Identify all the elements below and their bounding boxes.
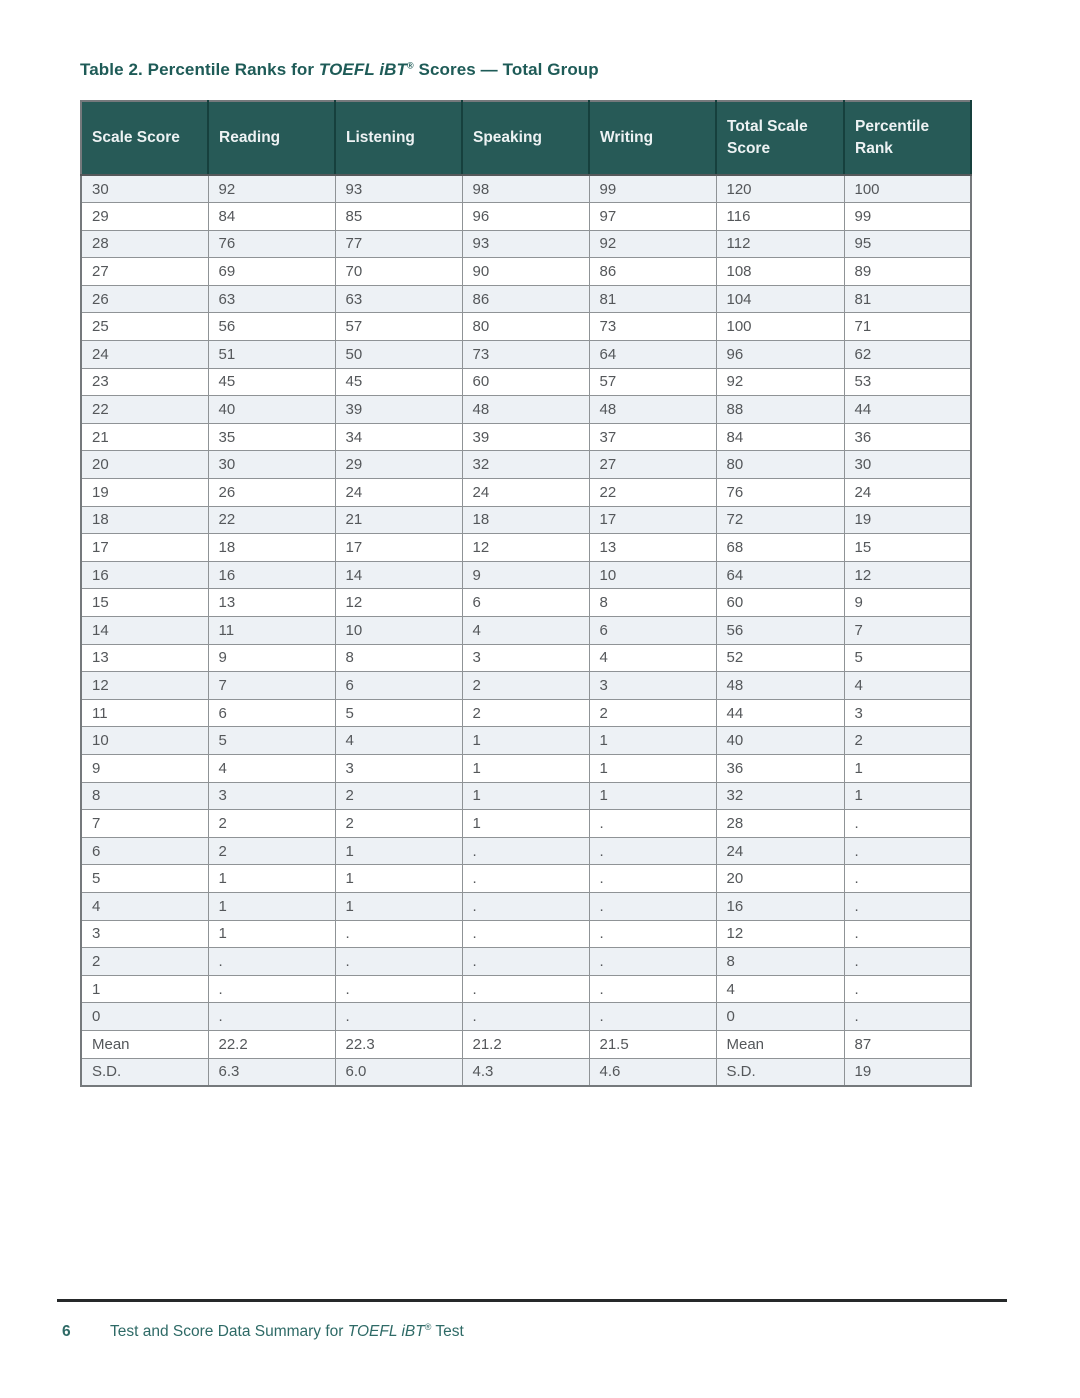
table-cell: 28	[716, 810, 844, 838]
table-cell: 37	[589, 423, 716, 451]
table-cell: 13	[208, 589, 335, 617]
table-cell: 108	[716, 258, 844, 286]
table-cell: 85	[335, 203, 462, 231]
table-cell: 1	[81, 975, 208, 1003]
table-row	[81, 865, 971, 893]
table-cell: 11	[81, 699, 208, 727]
table-row	[81, 617, 971, 645]
table-row	[81, 423, 971, 451]
header-percentile-rank: Percentile Rank	[844, 101, 971, 175]
header-row	[81, 101, 971, 175]
table-cell: 9	[844, 589, 971, 617]
table-cell: .	[844, 837, 971, 865]
percentile-ranks-table	[80, 100, 972, 1087]
table-title-prefix: Table 2. Percentile Ranks for	[80, 60, 319, 79]
table-cell: 1	[335, 837, 462, 865]
table-cell: 18	[208, 534, 335, 562]
table-cell: 30	[844, 451, 971, 479]
table-cell: 3	[81, 920, 208, 948]
table-cell: 97	[589, 203, 716, 231]
table-cell: 87	[844, 1030, 971, 1058]
table-cell: 14	[81, 617, 208, 645]
table-cell: 1	[208, 892, 335, 920]
table-cell: 1	[208, 865, 335, 893]
table-cell: 2	[335, 782, 462, 810]
table-cell: 60	[716, 589, 844, 617]
table-row	[81, 837, 971, 865]
table-cell: 1	[335, 892, 462, 920]
table-cell: 0	[81, 1003, 208, 1031]
table-cell: .	[589, 837, 716, 865]
table-cell: 23	[81, 368, 208, 396]
table-row	[81, 396, 971, 424]
table-cell: 73	[589, 313, 716, 341]
table-cell: 92	[716, 368, 844, 396]
table-cell: 81	[844, 285, 971, 313]
table-row	[81, 644, 971, 672]
table-cell: 96	[462, 203, 589, 231]
table-cell: 104	[716, 285, 844, 313]
table-cell: 50	[335, 341, 462, 369]
table-cell: 11	[208, 617, 335, 645]
table-cell: .	[462, 948, 589, 976]
table-cell: 77	[335, 230, 462, 258]
table-cell: 4.6	[589, 1058, 716, 1086]
table-cell: 71	[844, 313, 971, 341]
footer-rule	[57, 1299, 1007, 1302]
table-cell: 6	[81, 837, 208, 865]
table-title-suffix: Scores — Total Group	[413, 60, 599, 79]
table-cell: 80	[716, 451, 844, 479]
table-cell: 80	[462, 313, 589, 341]
table-cell: 34	[335, 423, 462, 451]
table-cell: 22.3	[335, 1030, 462, 1058]
table-cell: 19	[844, 506, 971, 534]
table-cell: 35	[208, 423, 335, 451]
table-cell: 76	[716, 479, 844, 507]
table-row	[81, 672, 971, 700]
table-cell: 7	[844, 617, 971, 645]
table-cell: 1	[462, 810, 589, 838]
table-row	[81, 754, 971, 782]
table-cell: 4	[844, 672, 971, 700]
table-cell: 40	[716, 727, 844, 755]
footer-registered-mark: ®	[424, 1321, 432, 1332]
table-cell: .	[589, 810, 716, 838]
table-cell: 1	[208, 920, 335, 948]
table-cell: 6.0	[335, 1058, 462, 1086]
table-row	[81, 975, 971, 1003]
table-cell: 2	[462, 672, 589, 700]
table-cell: .	[844, 975, 971, 1003]
table-cell: .	[844, 948, 971, 976]
table-cell: 99	[844, 203, 971, 231]
table-row	[81, 451, 971, 479]
table-cell: 21	[335, 506, 462, 534]
table-cell: 24	[844, 479, 971, 507]
table-cell: 2	[844, 727, 971, 755]
table-cell: 36	[716, 754, 844, 782]
table-row	[81, 1058, 971, 1086]
table-cell: .	[208, 1003, 335, 1031]
table-cell: .	[844, 920, 971, 948]
table-cell: 12	[335, 589, 462, 617]
header-writing: Writing	[589, 101, 716, 175]
table-cell: 98	[462, 175, 589, 203]
table-cell: 20	[716, 865, 844, 893]
table-cell: 29	[81, 203, 208, 231]
table-cell: 48	[462, 396, 589, 424]
table-cell: 96	[716, 341, 844, 369]
table-cell: 3	[335, 754, 462, 782]
table-cell: 1	[462, 754, 589, 782]
table-cell: 24	[335, 479, 462, 507]
table-cell: .	[462, 892, 589, 920]
table-cell: 99	[589, 175, 716, 203]
table-cell: .	[844, 892, 971, 920]
table-cell: 24	[716, 837, 844, 865]
table-row	[81, 534, 971, 562]
table-row	[81, 892, 971, 920]
table-cell: 68	[716, 534, 844, 562]
table-cell: .	[462, 865, 589, 893]
table-cell: 27	[589, 451, 716, 479]
table-cell: 86	[589, 258, 716, 286]
table-cell: 19	[81, 479, 208, 507]
table-cell: 4	[589, 644, 716, 672]
table-cell: 19	[844, 1058, 971, 1086]
table-row	[81, 561, 971, 589]
table-cell: 22	[589, 479, 716, 507]
table-cell: 36	[844, 423, 971, 451]
table-cell: 10	[335, 617, 462, 645]
table-cell: 73	[462, 341, 589, 369]
table-cell: 76	[208, 230, 335, 258]
table-cell: 21.5	[589, 1030, 716, 1058]
table-cell: 39	[462, 423, 589, 451]
table-cell: .	[589, 920, 716, 948]
table-cell: 56	[208, 313, 335, 341]
table-cell: 2	[208, 837, 335, 865]
table-cell: 63	[208, 285, 335, 313]
table-cell: S.D.	[716, 1058, 844, 1086]
score-table-body	[81, 175, 971, 1086]
table-row	[81, 948, 971, 976]
table-cell: 48	[589, 396, 716, 424]
table-cell: 27	[81, 258, 208, 286]
table-cell: .	[462, 920, 589, 948]
table-cell: 4	[716, 975, 844, 1003]
table-cell: 39	[335, 396, 462, 424]
table-cell: 6	[462, 589, 589, 617]
table-cell: 57	[335, 313, 462, 341]
table-cell: 4	[208, 754, 335, 782]
table-cell: .	[844, 865, 971, 893]
table-cell: 8	[716, 948, 844, 976]
table-row	[81, 506, 971, 534]
table-cell: 44	[844, 396, 971, 424]
table-cell: 112	[716, 230, 844, 258]
table-cell: 52	[716, 644, 844, 672]
table-cell: 7	[208, 672, 335, 700]
table-cell: 28	[81, 230, 208, 258]
table-row	[81, 1003, 971, 1031]
table-cell: S.D.	[81, 1058, 208, 1086]
table-cell: 86	[462, 285, 589, 313]
table-cell: 95	[844, 230, 971, 258]
table-row	[81, 175, 971, 203]
table-row	[81, 699, 971, 727]
table-cell: 17	[81, 534, 208, 562]
table-row	[81, 230, 971, 258]
table-cell: 14	[335, 561, 462, 589]
table-cell: 16	[716, 892, 844, 920]
table-cell: .	[589, 865, 716, 893]
table-cell: 30	[208, 451, 335, 479]
table-cell: 8	[589, 589, 716, 617]
footer-text-prefix: Test and Score Data Summary for	[110, 1323, 348, 1340]
header-scale-score: Scale Score	[81, 101, 208, 175]
table-cell: 9	[462, 561, 589, 589]
table-cell: .	[589, 948, 716, 976]
table-row	[81, 727, 971, 755]
table-cell: 5	[335, 699, 462, 727]
table-cell: 8	[335, 644, 462, 672]
table-row	[81, 589, 971, 617]
table-cell: 32	[462, 451, 589, 479]
header-speaking: Speaking	[462, 101, 589, 175]
table-cell: 2	[208, 810, 335, 838]
table-cell: 17	[335, 534, 462, 562]
table-cell: 26	[208, 479, 335, 507]
table-cell: .	[589, 975, 716, 1003]
table-cell: .	[844, 1003, 971, 1031]
table-cell: 6	[589, 617, 716, 645]
table-cell: 30	[81, 175, 208, 203]
table-cell: .	[335, 975, 462, 1003]
table-cell: 9	[208, 644, 335, 672]
table-cell: 45	[335, 368, 462, 396]
table-row	[81, 258, 971, 286]
table-cell: 0	[716, 1003, 844, 1031]
footer-text-suffix: Test	[431, 1323, 464, 1340]
table-cell: 16	[81, 561, 208, 589]
table-cell: 3	[208, 782, 335, 810]
table-cell: 1	[462, 782, 589, 810]
table-cell: 10	[589, 561, 716, 589]
table-cell: 70	[335, 258, 462, 286]
table-cell: .	[208, 975, 335, 1003]
header-total-scale-score: Total Scale Score	[716, 101, 844, 175]
table-cell: 90	[462, 258, 589, 286]
table-cell: 21.2	[462, 1030, 589, 1058]
table-cell: 5	[208, 727, 335, 755]
table-cell: 4.3	[462, 1058, 589, 1086]
table-cell: 10	[81, 727, 208, 755]
table-cell: 5	[81, 865, 208, 893]
table-row	[81, 479, 971, 507]
table-cell: 3	[462, 644, 589, 672]
table-cell: 51	[208, 341, 335, 369]
table-cell: 4	[335, 727, 462, 755]
table-cell: 84	[716, 423, 844, 451]
table-cell: 1	[844, 754, 971, 782]
table-cell: 93	[335, 175, 462, 203]
table-cell: 89	[844, 258, 971, 286]
table-cell: 32	[716, 782, 844, 810]
table-row	[81, 810, 971, 838]
table-cell: 17	[589, 506, 716, 534]
table-cell: 12	[716, 920, 844, 948]
table-cell: 81	[589, 285, 716, 313]
table-row	[81, 313, 971, 341]
table-cell: 88	[716, 396, 844, 424]
header-listening: Listening	[335, 101, 462, 175]
table-cell: 13	[589, 534, 716, 562]
table-cell: 26	[81, 285, 208, 313]
table-cell: 3	[844, 699, 971, 727]
table-cell: 29	[335, 451, 462, 479]
table-cell: .	[589, 892, 716, 920]
table-cell: .	[844, 810, 971, 838]
table-cell: 22.2	[208, 1030, 335, 1058]
table-cell: 15	[81, 589, 208, 617]
table-cell: 2	[462, 699, 589, 727]
table-cell: 22	[81, 396, 208, 424]
table-cell: 3	[589, 672, 716, 700]
table-cell: 2	[335, 810, 462, 838]
table-cell: 6	[335, 672, 462, 700]
table-cell: 100	[844, 175, 971, 203]
table-cell: .	[462, 975, 589, 1003]
table-cell: 62	[844, 341, 971, 369]
table-row	[81, 782, 971, 810]
header-reading: Reading	[208, 101, 335, 175]
table-cell: 40	[208, 396, 335, 424]
table-cell: .	[208, 948, 335, 976]
registered-mark: ®	[407, 60, 414, 71]
table-cell: 9	[81, 754, 208, 782]
table-cell: .	[462, 1003, 589, 1031]
table-cell: 60	[462, 368, 589, 396]
table-cell: 63	[335, 285, 462, 313]
table-row	[81, 203, 971, 231]
table-cell: 6.3	[208, 1058, 335, 1086]
table-cell: 69	[208, 258, 335, 286]
table-cell: .	[335, 1003, 462, 1031]
table-cell: .	[335, 948, 462, 976]
table-cell: .	[462, 837, 589, 865]
footer-brand: TOEFL iBT	[347, 1323, 425, 1340]
table-row	[81, 368, 971, 396]
table-cell: 12	[844, 561, 971, 589]
table-cell: 64	[716, 561, 844, 589]
table-cell: Mean	[81, 1030, 208, 1058]
table-header	[81, 101, 971, 175]
table-cell: 44	[716, 699, 844, 727]
table-title-brand: TOEFL iBT	[318, 60, 407, 79]
table-cell: 21	[81, 423, 208, 451]
table-cell: 100	[716, 313, 844, 341]
table-cell: 22	[208, 506, 335, 534]
footer-text	[110, 1323, 464, 1341]
table-cell: 84	[208, 203, 335, 231]
table-cell: 16	[208, 561, 335, 589]
table-cell: 4	[81, 892, 208, 920]
table-row	[81, 341, 971, 369]
table-cell: 25	[81, 313, 208, 341]
table-cell: 92	[208, 175, 335, 203]
table-cell: 12	[462, 534, 589, 562]
table-cell: 6	[208, 699, 335, 727]
table-cell: 48	[716, 672, 844, 700]
table-cell: 1	[589, 727, 716, 755]
table-cell: 92	[589, 230, 716, 258]
table-cell: 15	[844, 534, 971, 562]
table-cell: 93	[462, 230, 589, 258]
table-cell: 56	[716, 617, 844, 645]
table-cell: Mean	[716, 1030, 844, 1058]
table-cell: 2	[589, 699, 716, 727]
table-cell: 4	[462, 617, 589, 645]
table-cell: 12	[81, 672, 208, 700]
table-cell: 72	[716, 506, 844, 534]
table-cell: .	[589, 1003, 716, 1031]
table-cell: 7	[81, 810, 208, 838]
table-cell: 45	[208, 368, 335, 396]
table-cell: 24	[462, 479, 589, 507]
table-cell: 116	[716, 203, 844, 231]
table-row	[81, 920, 971, 948]
table-cell: 1	[589, 754, 716, 782]
table-cell: 20	[81, 451, 208, 479]
table-cell: 13	[81, 644, 208, 672]
table-cell: 57	[589, 368, 716, 396]
table-cell: 1	[844, 782, 971, 810]
table-cell: 120	[716, 175, 844, 203]
table-cell: 1	[462, 727, 589, 755]
table-cell: 64	[589, 341, 716, 369]
table-title	[80, 60, 599, 80]
table-cell: .	[335, 920, 462, 948]
table-cell: 5	[844, 644, 971, 672]
table-row	[81, 285, 971, 313]
table-cell: 53	[844, 368, 971, 396]
table-row	[81, 1030, 971, 1058]
table-cell: 18	[81, 506, 208, 534]
footer-page-number: 6	[62, 1323, 71, 1340]
table-cell: 2	[81, 948, 208, 976]
table-cell: 24	[81, 341, 208, 369]
table-cell: 1	[335, 865, 462, 893]
table-cell: 8	[81, 782, 208, 810]
table-cell: 18	[462, 506, 589, 534]
table-cell: 1	[589, 782, 716, 810]
